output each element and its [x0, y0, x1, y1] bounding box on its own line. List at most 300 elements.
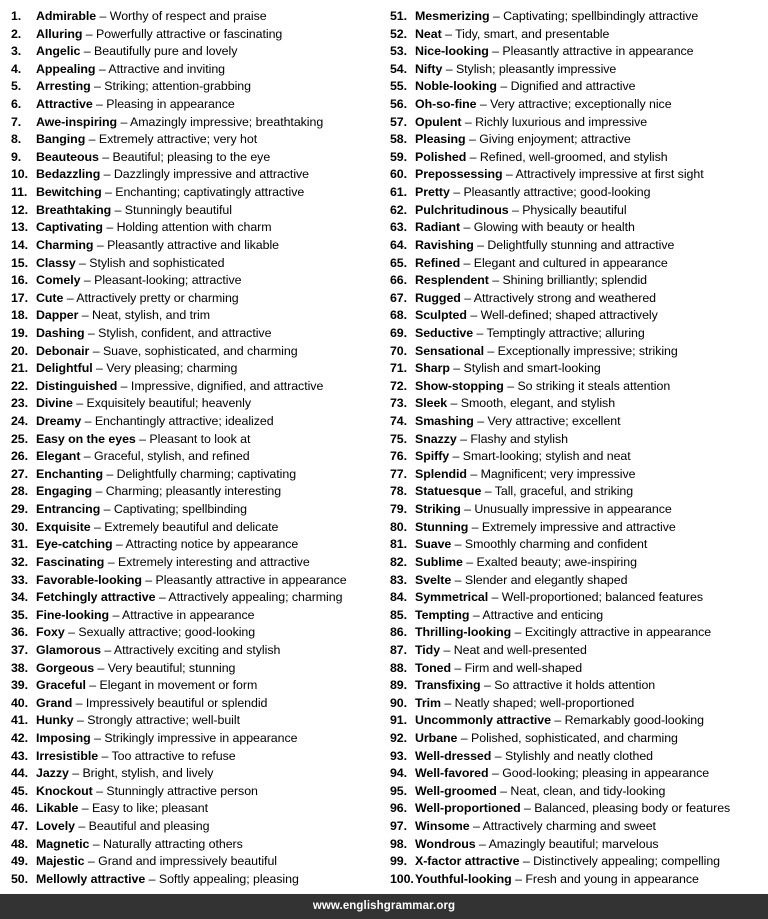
- word-entry-definition: Glowing with beauty or health: [473, 220, 635, 235]
- word-entry-number: 40.: [11, 695, 28, 710]
- word-entry-term: Resplendent: [415, 273, 489, 288]
- word-entry-definition: Attractively pretty or charming: [76, 290, 239, 305]
- word-entry-number: 30.: [11, 519, 28, 534]
- word-entry-text: [36, 395, 251, 413]
- word-entry-number: 94.: [390, 766, 407, 781]
- word-entry: [11, 149, 382, 167]
- word-entry-definition: Well-proportioned; balanced features: [501, 590, 703, 605]
- word-entry-definition: Amazingly beautiful; marvelous: [488, 836, 659, 851]
- word-entry-term: Bewitching: [36, 185, 102, 200]
- word-entry-separator: –: [488, 44, 503, 59]
- word-entry-number: 48.: [11, 836, 28, 851]
- word-entry-term: Uncommonly attractive: [415, 713, 551, 728]
- word-entry-text: [36, 607, 254, 625]
- word-entry-text: [36, 131, 257, 149]
- word-entry-separator: –: [465, 132, 480, 147]
- word-entry-separator: –: [469, 607, 483, 622]
- word-entry-text: [36, 202, 232, 220]
- word-entry-number: 3.: [11, 44, 22, 59]
- word-entry-number: 74.: [390, 414, 407, 429]
- word-entry-definition: Grand and impressively beautiful: [98, 854, 277, 869]
- word-entry-number: 19.: [11, 325, 28, 340]
- word-entry-term: Cute: [36, 290, 64, 305]
- word-entry-number: 78.: [390, 484, 407, 499]
- word-entry-text: [36, 378, 323, 396]
- word-entry: [390, 307, 766, 325]
- word-entry-definition: Well-defined; shaped attractively: [480, 308, 658, 323]
- word-entry-term: Seductive: [415, 325, 474, 340]
- word-entry-term: Fine-looking: [36, 607, 110, 622]
- footer-bar: [0, 894, 768, 919]
- word-entry-number: 20.: [11, 343, 28, 358]
- word-entry: [11, 202, 382, 220]
- word-entry-text: [36, 712, 240, 730]
- word-entry-text: [415, 78, 635, 96]
- word-entry-text: [36, 836, 243, 854]
- word-entry-separator: –: [78, 308, 93, 323]
- word-entry-definition: Stylish; pleasantly impressive: [455, 61, 617, 76]
- word-entry-definition: Pleasantly attractive; good-looking: [463, 185, 651, 200]
- word-entry-text: [36, 325, 271, 343]
- word-entry-definition: Shining brilliantly; splendid: [502, 273, 648, 288]
- word-entry-definition: Distinctively appealing; compelling: [533, 854, 721, 869]
- word-entry-text: [415, 783, 665, 801]
- word-entry-separator: –: [82, 26, 97, 41]
- word-entry-text: [36, 800, 208, 818]
- word-entry-term: Awe-inspiring: [36, 114, 118, 129]
- word-entry-definition: Extremely interesting and attractive: [117, 554, 310, 569]
- word-entry-separator: –: [449, 185, 464, 200]
- word-entry-term: Urbane: [415, 730, 458, 745]
- word-entry-definition: Stylish, confident, and attractive: [98, 325, 272, 340]
- word-entry-definition: Balanced, pleasing body or features: [534, 801, 731, 816]
- word-entry-separator: –: [461, 114, 476, 129]
- word-list-column-left: [0, 8, 384, 888]
- word-entry: [390, 43, 766, 61]
- word-entry-separator: –: [93, 237, 108, 252]
- word-entry-number: 86.: [390, 625, 407, 640]
- word-entry-text: [415, 536, 647, 554]
- word-entry-definition: Giving enjoyment; attractive: [479, 132, 631, 147]
- word-entry-separator: –: [92, 97, 107, 112]
- word-entry-definition: Attractively impressive at first sight: [515, 167, 704, 182]
- word-entry-separator: –: [466, 466, 481, 481]
- word-entry-term: Well-groomed: [415, 783, 497, 798]
- word-entry-separator: –: [84, 325, 99, 340]
- word-entry-definition: Attractive in appearance: [122, 607, 255, 622]
- word-entry: [390, 413, 766, 431]
- word-entry: [11, 255, 382, 273]
- word-entry-term: Symmetrical: [415, 590, 489, 605]
- word-entry-number: 62.: [390, 202, 407, 217]
- word-entry-number: 57.: [390, 114, 407, 129]
- word-entry-number: 87.: [390, 642, 407, 657]
- word-entry: [390, 730, 766, 748]
- word-entry-term: Nifty: [415, 61, 443, 76]
- word-entry: [11, 43, 382, 61]
- word-entry-separator: –: [145, 871, 159, 886]
- word-entry-definition: Pleasing in appearance: [106, 97, 235, 112]
- word-entry-separator: –: [503, 378, 518, 393]
- word-entry-definition: Very pleasing; charming: [106, 361, 238, 376]
- word-entry-definition: Firm and well-shaped: [464, 660, 583, 675]
- word-entry-term: Favorable-looking: [36, 572, 142, 587]
- word-entry-term: Angelic: [36, 44, 81, 59]
- word-entry-text: [36, 466, 296, 484]
- word-entry-separator: –: [508, 202, 523, 217]
- word-entry-text: [36, 360, 237, 378]
- word-entry-definition: Slender and elegantly shaped: [464, 572, 628, 587]
- word-entry-number: 18.: [11, 308, 28, 323]
- word-entry-separator: –: [451, 572, 465, 587]
- word-entry-separator: –: [480, 678, 495, 693]
- word-entry-term: Youthful-looking: [415, 871, 512, 886]
- word-entry: [11, 272, 382, 290]
- word-entry-definition: Strongly attractive; well-built: [87, 713, 240, 728]
- word-entry-number: 66.: [390, 273, 407, 288]
- word-entry-text: [36, 589, 342, 607]
- word-entry: [11, 660, 382, 678]
- word-entry-text: [36, 43, 237, 61]
- word-entry-text: [415, 413, 620, 431]
- word-entry-text: [415, 131, 631, 149]
- word-entry: [390, 448, 766, 466]
- word-entry: [11, 114, 382, 132]
- word-entry-definition: Unusually impressive in appearance: [474, 502, 672, 517]
- word-entry-term: Foxy: [36, 625, 65, 640]
- word-entry: [390, 26, 766, 44]
- word-entry: [11, 695, 382, 713]
- word-entry-number: 96.: [390, 801, 407, 816]
- word-entry-term: Noble-looking: [415, 79, 497, 94]
- word-entry-text: [36, 96, 235, 114]
- word-entry-definition: Attractively strong and weathered: [473, 290, 657, 305]
- word-entry-number: 82.: [390, 554, 407, 569]
- word-entry-term: Debonair: [36, 343, 90, 358]
- word-entry-number: 99.: [390, 854, 407, 869]
- word-entry: [11, 431, 382, 449]
- word-entry-separator: –: [96, 9, 110, 23]
- word-entry-text: [415, 695, 634, 713]
- word-entry-definition: Too attractive to refuse: [111, 748, 236, 763]
- word-entry-definition: Beautiful; pleasing to the eye: [112, 149, 271, 164]
- word-entry-term: Divine: [36, 396, 73, 411]
- word-entry-separator: –: [73, 713, 88, 728]
- word-entry-text: [36, 8, 267, 26]
- word-entry-number: 60.: [390, 167, 407, 182]
- word-entry: [390, 677, 766, 695]
- word-entry: [11, 730, 382, 748]
- word-entry-number: 47.: [11, 819, 28, 834]
- word-entry-term: Fascinating: [36, 554, 105, 569]
- word-entry: [11, 572, 382, 590]
- word-entry-definition: Graceful, stylish, and refined: [94, 449, 250, 464]
- word-entry-term: Wondrous: [415, 836, 476, 851]
- word-entry-text: [36, 642, 280, 660]
- word-entry: [11, 343, 382, 361]
- word-entry-text: [36, 536, 298, 554]
- word-entry-text: [415, 255, 668, 273]
- word-entry-number: 92.: [390, 730, 407, 745]
- word-entry-text: [36, 184, 304, 202]
- word-entry-term: Fetchingly attractive: [36, 590, 156, 605]
- word-entry-definition: Smart-looking; stylish and neat: [462, 449, 631, 464]
- word-entry-term: Nice-looking: [415, 44, 489, 59]
- word-entry: [390, 800, 766, 818]
- word-entry-number: 14.: [11, 237, 28, 252]
- word-entry: [11, 96, 382, 114]
- word-entry: [390, 501, 766, 519]
- word-entry-number: 55.: [390, 79, 407, 94]
- word-entry-separator: –: [90, 79, 105, 94]
- word-entry-number: 76.: [390, 449, 407, 464]
- word-entry-separator: –: [466, 308, 481, 323]
- word-entry-separator: –: [462, 554, 477, 569]
- word-entry-definition: Flashy and stylish: [470, 431, 568, 446]
- word-entry-separator: –: [496, 79, 511, 94]
- word-entry-term: Sublime: [415, 554, 463, 569]
- word-entry: [390, 96, 766, 114]
- word-entry-definition: Extremely beautiful and delicate: [104, 519, 279, 534]
- word-entry-separator: –: [468, 519, 482, 534]
- word-entry-definition: Very attractive; exceptionally nice: [490, 97, 672, 112]
- word-entry-text: [415, 589, 703, 607]
- word-entry-separator: –: [141, 572, 156, 587]
- word-entry: [390, 871, 766, 889]
- word-entry-definition: Dazzlingly impressive and attractive: [113, 167, 310, 182]
- word-entry-term: Pulchritudinous: [415, 202, 509, 217]
- word-entry-term: Transfixing: [415, 678, 481, 693]
- word-entry-text: [415, 853, 720, 871]
- word-entry: [390, 114, 766, 132]
- word-entry-separator: –: [94, 660, 108, 675]
- word-entry: [390, 237, 766, 255]
- word-entry-definition: Smooth, elegant, and stylish: [460, 396, 616, 411]
- word-entry-separator: –: [511, 871, 526, 886]
- word-entry: [11, 413, 382, 431]
- word-entry-text: [415, 677, 655, 695]
- word-entry-text: [36, 431, 250, 449]
- word-entry: [390, 589, 766, 607]
- word-entry-separator: –: [519, 854, 534, 869]
- word-entry-text: [415, 519, 676, 537]
- word-entry-number: 13.: [11, 220, 28, 235]
- word-entry: [11, 237, 382, 255]
- word-entry-text: [415, 26, 609, 44]
- word-entry-text: [415, 166, 704, 184]
- word-entry-term: Well-favored: [415, 766, 489, 781]
- word-entry-definition: Enchanting; captivatingly attractive: [115, 185, 305, 200]
- word-entry-text: [36, 660, 235, 678]
- word-entry-term: Prepossessing: [415, 167, 503, 182]
- word-entry-text: [36, 677, 257, 695]
- word-entry-number: 17.: [11, 290, 28, 305]
- word-entry-number: 11.: [11, 185, 28, 200]
- word-entry-number: 23.: [11, 396, 28, 411]
- word-entry-term: Appealing: [36, 61, 96, 76]
- word-entry-text: [415, 572, 627, 590]
- word-entry-definition: Enchantingly attractive; idealized: [94, 414, 274, 429]
- word-entry-number: 83.: [390, 572, 407, 587]
- word-entry-text: [415, 448, 631, 466]
- word-entry-term: Sleek: [415, 396, 448, 411]
- word-entry-text: [415, 149, 668, 167]
- word-entry-number: 77.: [390, 466, 407, 481]
- word-entry: [11, 519, 382, 537]
- word-entry-number: 2.: [11, 26, 22, 41]
- word-entry-separator: –: [84, 854, 99, 869]
- word-entry-separator: –: [441, 26, 456, 41]
- word-entry: [11, 836, 382, 854]
- word-entry-separator: –: [460, 290, 474, 305]
- word-entry: [11, 307, 382, 325]
- word-entry-number: 89.: [390, 678, 407, 693]
- word-entry-text: [36, 149, 270, 167]
- word-entry-term: Opulent: [415, 114, 462, 129]
- word-entry-term: Striking: [415, 502, 461, 517]
- word-entry-number: 35.: [11, 607, 28, 622]
- word-entry-number: 97.: [390, 819, 407, 834]
- word-entry-term: Banging: [36, 132, 86, 147]
- word-entry-number: 80.: [390, 519, 407, 534]
- word-entry-definition: Neat, stylish, and trim: [92, 308, 211, 323]
- word-entry-separator: –: [63, 290, 77, 305]
- word-entry-definition: Dignified and attractive: [510, 79, 636, 94]
- word-entry-separator: –: [476, 97, 491, 112]
- word-entry-separator: –: [64, 625, 79, 640]
- word-entry-number: 27.: [11, 466, 28, 481]
- word-entry-definition: Strikingly impressive in appearance: [104, 730, 298, 745]
- word-entry-text: [415, 748, 653, 766]
- word-entry-number: 95.: [390, 783, 407, 798]
- word-entry-separator: –: [457, 730, 472, 745]
- word-entry-text: [415, 61, 616, 79]
- word-entry-term: Well-proportioned: [415, 801, 521, 816]
- word-entry-definition: So striking it steals attention: [517, 378, 671, 393]
- word-entry-text: [415, 272, 647, 290]
- word-entry-definition: Striking; attention-grabbing: [104, 79, 251, 94]
- word-entry-number: 33.: [11, 572, 28, 587]
- word-entry: [11, 853, 382, 871]
- word-entry-definition: Extremely impressive and attractive: [481, 519, 676, 534]
- word-entry-definition: Stylish and smart-looking: [463, 361, 601, 376]
- word-entry-term: Sharp: [415, 361, 450, 376]
- word-entry-definition: Remarkably good-looking: [564, 713, 704, 728]
- word-entry-text: [36, 61, 225, 79]
- word-entry-definition: Beautiful and pleasing: [88, 819, 210, 834]
- word-entry-text: [36, 765, 213, 783]
- word-entry-text: [415, 642, 587, 660]
- word-entry-definition: Richly luxurious and impressive: [475, 114, 648, 129]
- word-entry-definition: Attractive and enticing: [482, 607, 604, 622]
- word-entry: [390, 483, 766, 501]
- word-entry-number: 85.: [390, 607, 407, 622]
- word-entry: [11, 818, 382, 836]
- word-entry-definition: Attractively appealing; charming: [168, 590, 343, 605]
- word-entry-number: 25.: [11, 431, 28, 446]
- word-entry-separator: –: [81, 414, 95, 429]
- word-entry-definition: Naturally attracting others: [102, 836, 243, 851]
- word-entry-definition: Neat and well-presented: [453, 642, 587, 657]
- word-entry-text: [36, 501, 247, 519]
- word-entry-separator: –: [89, 343, 103, 358]
- word-entry-definition: Refined, well-groomed, and stylish: [479, 149, 668, 164]
- word-entry-separator: –: [449, 449, 463, 464]
- word-entry-term: Entrancing: [36, 502, 101, 517]
- word-entry: [390, 554, 766, 572]
- word-entry-definition: Exquisitely beautiful; heavenly: [86, 396, 251, 411]
- word-entry-number: 93.: [390, 748, 407, 763]
- word-entry-definition: Powerfully attractive or fascinating: [96, 26, 283, 41]
- word-entry-separator: –: [102, 466, 117, 481]
- word-entry-number: 37.: [11, 642, 28, 657]
- word-entry-term: Bedazzling: [36, 167, 101, 182]
- word-entry: [390, 360, 766, 378]
- word-entry-number: 65.: [390, 255, 407, 270]
- word-entry-separator: –: [491, 748, 505, 763]
- word-entry-separator: –: [473, 414, 488, 429]
- word-entry-definition: Exceptionally impressive; striking: [497, 343, 678, 358]
- word-entry-term: Winsome: [415, 819, 470, 834]
- word-entry-number: 5.: [11, 79, 22, 94]
- word-entry-text: [415, 483, 633, 501]
- word-entry-separator: –: [117, 378, 131, 393]
- word-entry-number: 21.: [11, 361, 28, 376]
- word-entry-number: 49.: [11, 854, 28, 869]
- word-entry: [390, 624, 766, 642]
- word-entry-number: 29.: [11, 502, 28, 517]
- word-entry-number: 70.: [390, 343, 407, 358]
- word-entry-definition: Neat, clean, and tidy-looking: [510, 783, 666, 798]
- word-entry-term: Arresting: [36, 79, 91, 94]
- word-entry-term: Show-stopping: [415, 378, 504, 393]
- word-entry: [390, 184, 766, 202]
- word-entry-term: Delightful: [36, 361, 93, 376]
- word-entry-separator: –: [475, 836, 489, 851]
- word-entry-definition: Tidy, smart, and presentable: [455, 26, 610, 41]
- word-entry: [390, 431, 766, 449]
- word-entry-definition: Smoothly charming and confident: [464, 537, 648, 552]
- word-entry-text: [415, 8, 698, 26]
- word-entry-number: 34.: [11, 590, 28, 605]
- word-entry-number: 88.: [390, 660, 407, 675]
- word-entry-separator: –: [80, 273, 95, 288]
- word-entry: [11, 78, 382, 96]
- word-entry-term: Refined: [415, 255, 461, 270]
- word-entry-term: Pretty: [415, 185, 450, 200]
- word-entry: [390, 748, 766, 766]
- word-entry: [11, 184, 382, 202]
- word-entry-term: Stunning: [415, 519, 469, 534]
- word-entry-separator: –: [80, 44, 95, 59]
- footer-website: www.englishgrammar.org: [312, 899, 456, 912]
- word-entry-number: 43.: [11, 748, 28, 763]
- word-entry: [11, 871, 382, 889]
- word-entry-separator: –: [473, 325, 487, 340]
- word-entry: [11, 624, 382, 642]
- word-entry-term: Alluring: [36, 26, 83, 41]
- word-entry-number: 1.: [11, 9, 22, 23]
- word-entry: [390, 395, 766, 413]
- word-entry-number: 75.: [390, 431, 407, 446]
- word-entry-separator: –: [488, 273, 503, 288]
- word-entry-number: 22.: [11, 378, 28, 393]
- word-entry-separator: –: [502, 167, 516, 182]
- word-entry-definition: Pleasant-looking; attractive: [94, 273, 242, 288]
- word-entry-separator: –: [89, 836, 103, 851]
- word-entry-definition: Captivating; spellbinding: [113, 502, 247, 517]
- word-entry-text: [415, 378, 670, 396]
